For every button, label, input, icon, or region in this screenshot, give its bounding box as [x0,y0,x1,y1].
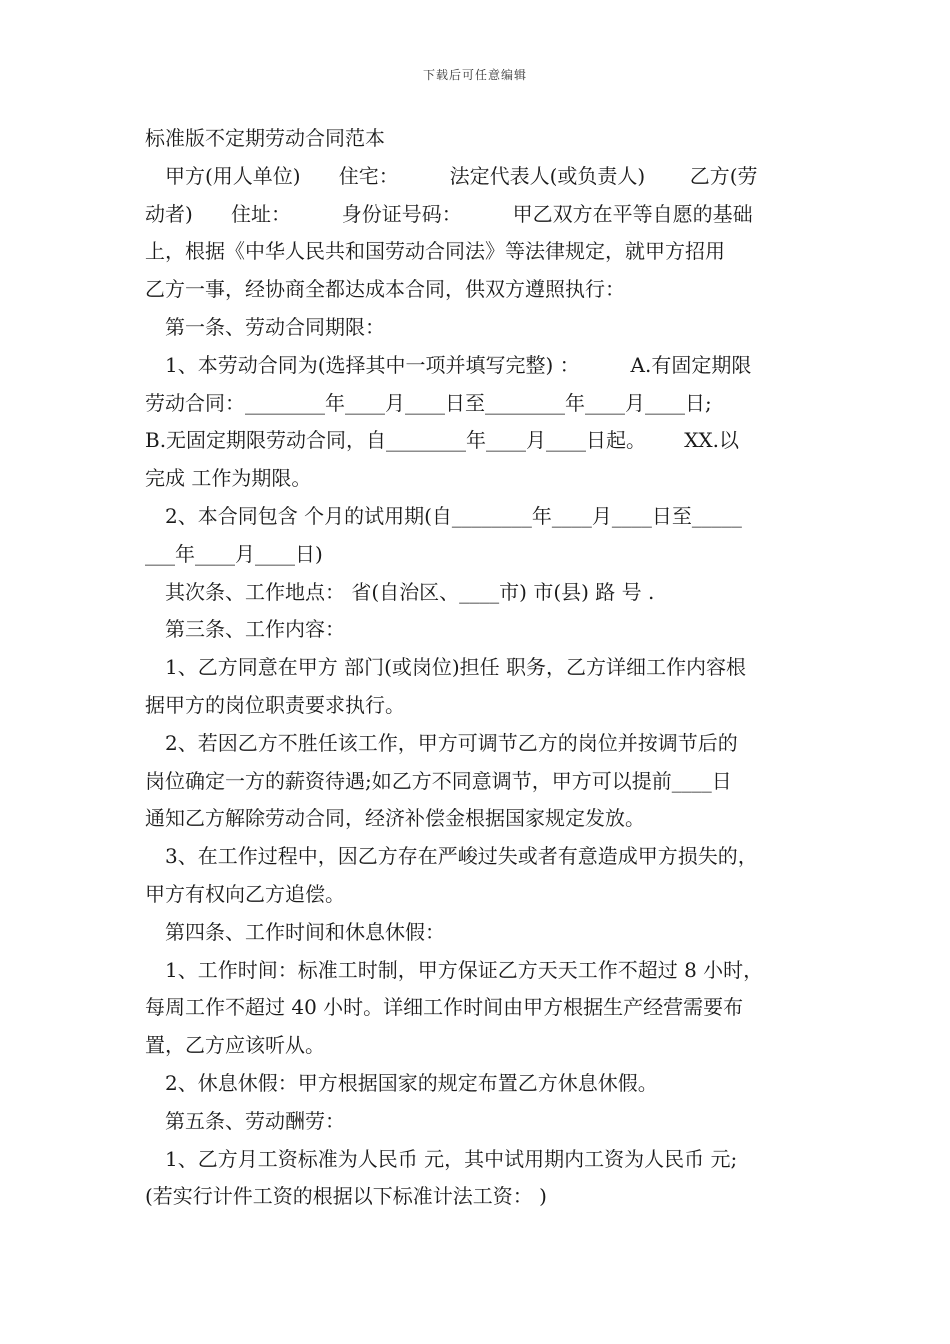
section-heading: 第三条、工作内容： [165,617,345,642]
paragraph-line: 劳动合同：________年____月____日至________年____月____日; [145,390,712,415]
section-heading: 第四条、工作时间和休息休假： [165,919,445,944]
document-body [145,120,813,1216]
paragraph-line: 完成 工作为期限。 [145,466,312,491]
paragraph-line: 岗位确定一方的薪资待遇;如乙方不同意调节，甲方可以提前____日 [145,768,732,793]
paragraph-line: 动者) 住址： 身份证号码： 甲乙双方在平等自愿的基础 [145,201,753,226]
paragraph-line: 置，乙方应该听从。 [145,1033,325,1058]
document-title: 标准版不定期劳动合同范本 [145,126,385,150]
paragraph-line: 2、若因乙方不胜任该工作，甲方可调节乙方的岗位并按调节后的 [165,730,738,755]
paragraph-line: 2、休息休假：甲方根据国家的规定布置乙方休息休假。 [165,1070,658,1095]
paragraph-line: 每周工作不超过 40 小时。详细工作时间由甲方根据生产经营需要布 [145,995,744,1020]
paragraph-line: 3、在工作过程中，因乙方存在严峻过失或者有意造成甲方损失的， [165,844,758,869]
paragraph-line: 通知乙方解除劳动合同，经济补偿金根据国家规定发放。 [145,806,645,831]
paragraph-line: 上，根据《中华人民共和国劳动合同法》等法律规定，就甲方招用 [145,239,725,264]
paragraph-line: 1、工作时间：标准工时制，甲方保证乙方天天工作不超过 8 小时， [165,957,764,982]
paragraph-line: 1、乙方同意在甲方 部门(或岗位)担任 职务，乙方详细工作内容根 [165,655,747,680]
paragraph-line: 1、本劳动合同为(选择其中一项并填写完整) ： A.有固定期限 [165,352,752,377]
paragraph-line: 乙方一事，经协商全都达成本合同，供双方遵照执行： [145,277,625,302]
page-header-note: 下载后可任意编辑 [422,68,527,82]
paragraph-line: ___年____月____日) [145,541,323,566]
section-heading: 其次条、工作地点： 省(自治区、____市) 市(县) 路 号 . [165,579,655,604]
paragraph-line: 甲方(用人单位) 住宅： 法定代表人(或负责人) 乙方(劳 [165,163,758,188]
paragraph-line: 据甲方的岗位职责要求执行。 [145,692,405,717]
paragraph-line: (若实行计件工资的根据以下标准计法工资： ) [145,1184,547,1209]
section-heading: 第五条、劳动酬劳： [165,1108,345,1133]
paragraph-line: B.无固定期限劳动合同，自________年____月____日起。 XX.以 [145,428,740,453]
paragraph-line: 甲方有权向乙方追偿。 [145,881,345,906]
paragraph-line: 2、本合同包含 个月的试用期(自________年____月____日至_____ [165,503,742,528]
paragraph-line: 1、乙方月工资标准为人民币 元，其中试用期内工资为人民币 元; [165,1146,738,1171]
section-heading: 第一条、劳动合同期限： [165,314,385,339]
